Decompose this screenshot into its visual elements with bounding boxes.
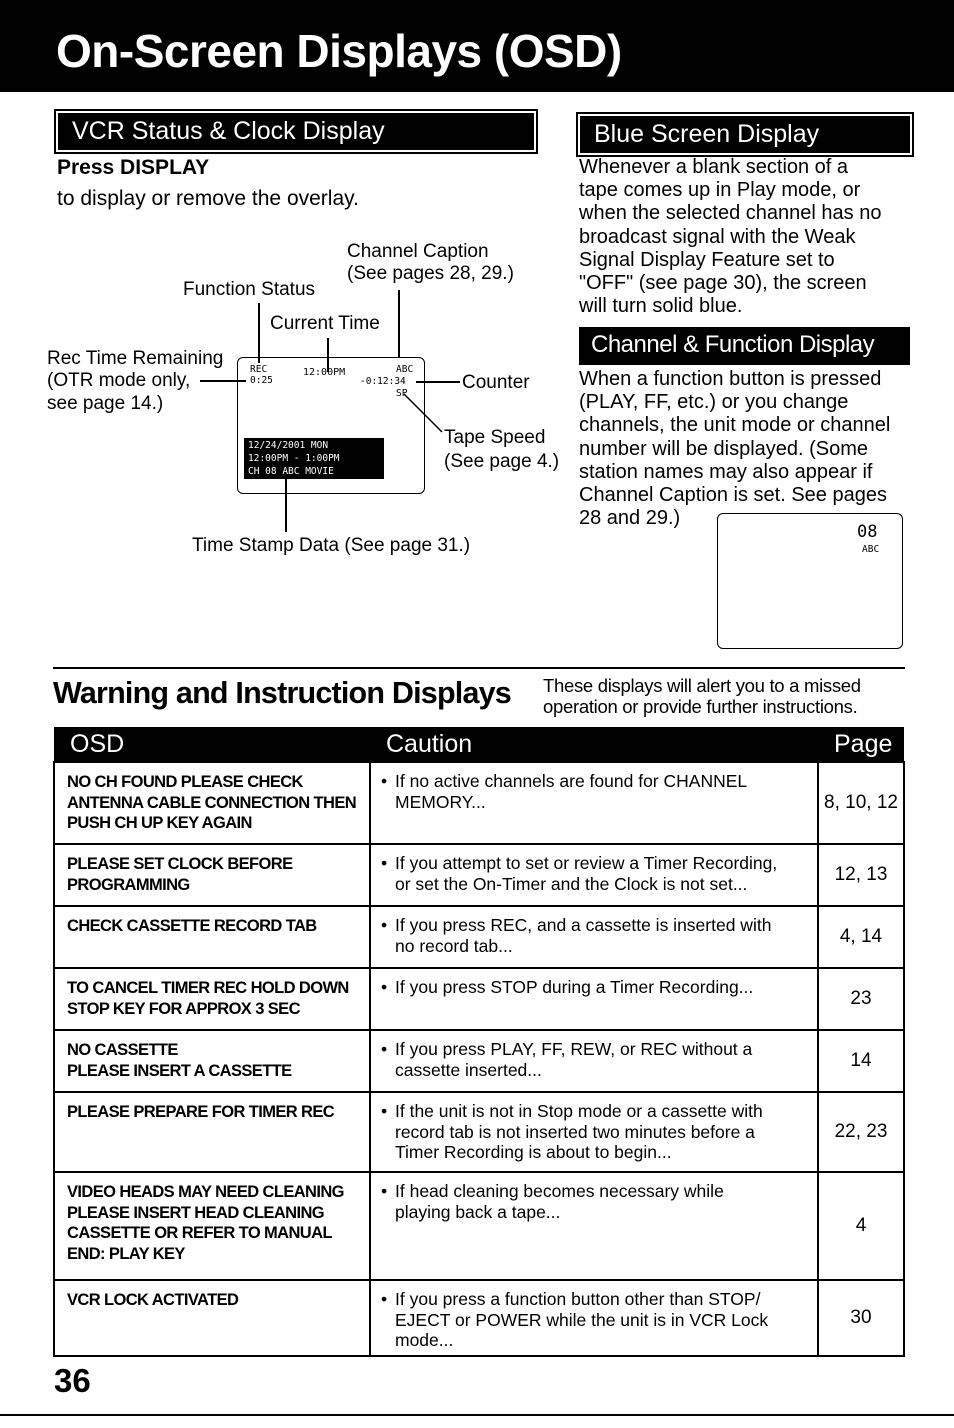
channel-function-text-line: 28 and 29.) <box>579 507 681 530</box>
channel-function-text-line: number will be displayed. (Some <box>579 437 869 460</box>
caution-text <box>370 1280 818 1356</box>
screen-rec-remaining: 0:25 <box>250 375 273 386</box>
stamp-date: 12/24/2001 MON <box>248 440 329 451</box>
channel-function-heading: Channel & Function Display <box>579 327 910 365</box>
channel-function-text-line: (PLAY, FF, etc.) or you change <box>579 391 849 414</box>
caution-line <box>381 1330 811 1351</box>
leader-channel-caption <box>398 290 400 358</box>
caution-line <box>381 1060 811 1081</box>
bullet-icon: • <box>381 1101 388 1121</box>
caution-line-text: no record tab... <box>395 935 513 956</box>
caution-line <box>381 771 811 792</box>
caution-text <box>370 762 818 844</box>
caution-line <box>381 1181 811 1202</box>
osd-message <box>54 968 370 1030</box>
label-rec-time: Rec Time Remaining <box>47 348 224 369</box>
caution-text <box>370 1030 818 1092</box>
caution-line-text: If you press REC, and a cassette is inserted with <box>395 915 772 935</box>
caution-line-text: MEMORY... <box>395 791 486 812</box>
bullet-icon: • <box>381 1039 388 1059</box>
osd-line: PLEASE SET CLOCK BEFORE <box>67 855 293 873</box>
caution-line <box>381 977 811 998</box>
warning-intro-line-2: operation or provide further instructions. <box>543 696 858 717</box>
table-row <box>54 1092 904 1172</box>
osd-line: CASSETTE OR REFER TO MANUAL <box>67 1224 332 1242</box>
warning-table-header <box>54 727 904 762</box>
bullet-icon: • <box>381 1289 388 1309</box>
caution-line-text: If the unit is not in Stop mode or a cassette with <box>395 1101 763 1121</box>
caution-line-text: If head cleaning becomes necessary while <box>395 1181 724 1201</box>
channel-screen-number: 08 <box>857 522 878 542</box>
blue-screen-text <box>579 156 919 318</box>
screen-channel: ABC <box>396 364 414 375</box>
vcr-status-heading: VCR Status & Clock Display <box>58 113 534 150</box>
caution-line <box>381 915 811 936</box>
press-display-label: Press DISPLAY <box>57 156 210 179</box>
caution-line <box>381 853 811 874</box>
label-function-status: Function Status <box>183 279 316 300</box>
caution-line <box>381 1289 811 1310</box>
caution-line <box>381 936 811 957</box>
label-rec-time-ref: see page 14.) <box>47 393 164 414</box>
blue-screen-text-line: broadcast signal with the Weak <box>579 225 856 248</box>
caution-text <box>370 1092 818 1172</box>
bullet-icon: • <box>381 771 388 791</box>
caution-line <box>381 1039 811 1060</box>
table-row <box>54 762 904 844</box>
warning-table <box>53 727 905 1357</box>
page-number: 36 <box>54 1362 91 1399</box>
caution-line-text: mode... <box>395 1330 454 1350</box>
caution-line-text: EJECT or POWER while the unit is in VCR Lock <box>395 1309 769 1330</box>
screen-rec: REC <box>250 364 268 375</box>
caution-line <box>381 1101 811 1122</box>
caution-line <box>381 1142 811 1163</box>
osd-line: CHECK CASSETTE RECORD TAB <box>67 917 317 935</box>
label-channel-caption-ref: (See pages 28, 29.) <box>347 263 514 284</box>
caution-text <box>370 844 818 906</box>
warning-heading: Warning and Instruction Displays <box>53 676 511 710</box>
caution-text <box>370 968 818 1030</box>
time-stamp-block <box>244 438 384 479</box>
osd-line: PUSH CH UP KEY AGAIN <box>67 814 252 832</box>
caution-line-text: record tab is not inserted two minutes before a <box>395 1121 755 1142</box>
blue-screen-text-line: will turn solid blue. <box>579 295 743 318</box>
caution-line-text: cassette inserted... <box>395 1059 542 1080</box>
caution-line-text: If you attempt to set or review a Timer Recording, <box>395 853 778 873</box>
blue-screen-text-line: when the selected channel has no <box>579 202 882 225</box>
caution-line-text: If you press STOP during a Timer Recording... <box>395 977 754 997</box>
caution-line <box>381 1202 811 1223</box>
osd-line: PLEASE INSERT HEAD CLEANING <box>67 1203 324 1222</box>
blue-screen-text-line: tape comes up in Play mode, or <box>579 179 861 202</box>
bullet-icon: • <box>381 915 388 935</box>
page-title: On-Screen Displays (OSD) <box>56 25 622 77</box>
osd-line: VIDEO HEADS MAY NEED CLEANING <box>67 1183 344 1201</box>
screen-counter: -0:12:34 <box>360 376 406 387</box>
leader-function-status <box>258 303 260 363</box>
table-row <box>54 968 904 1030</box>
osd-line: PROGRAMMING <box>67 875 190 894</box>
screen-speed: SP <box>396 388 408 399</box>
channel-function-text-line: When a function button is pressed <box>579 368 882 390</box>
label-counter: Counter <box>462 372 530 393</box>
bullet-icon: • <box>381 977 388 997</box>
osd-message <box>54 1092 370 1172</box>
label-tape-speed-ref: (See page 4.) <box>444 451 560 472</box>
osd-line: NO CASSETTE <box>67 1041 178 1059</box>
table-row <box>54 1172 904 1280</box>
osd-line: TO CANCEL TIMER REC HOLD DOWN <box>67 979 349 997</box>
blue-screen-text-line: "OFF" (see page 30), the screen <box>579 272 867 295</box>
press-display-sub: to display or remove the overlay. <box>57 187 359 210</box>
channel-screen-station: ABC <box>862 544 880 555</box>
page-reference: 4, 14 <box>818 906 904 968</box>
bullet-icon: • <box>381 1181 388 1201</box>
channel-function-text <box>579 368 919 530</box>
caution-line <box>381 1310 811 1331</box>
caution-line-text: If no active channels are found for CHANNEL <box>395 771 748 791</box>
table-row <box>54 1280 904 1356</box>
warning-intro-line-1: These displays will alert you to a missed <box>543 675 861 696</box>
osd-message <box>54 906 370 968</box>
label-tape-speed: Tape Speed <box>444 427 546 448</box>
bottom-rule <box>0 1414 954 1416</box>
blue-screen-text-line: Signal Display Feature set to <box>579 248 835 271</box>
caution-line-text: If you press a function button other than STOP/ <box>395 1289 761 1309</box>
osd-message <box>54 844 370 906</box>
page-reference: 8, 10, 12 <box>818 762 904 844</box>
warning-intro <box>543 675 861 717</box>
column-osd: OSD <box>54 727 370 762</box>
osd-message <box>54 1172 370 1280</box>
label-rec-time-mode: (OTR mode only, <box>47 370 191 391</box>
label-current-time: Current Time <box>270 313 380 334</box>
osd-message <box>54 1030 370 1092</box>
page-reference: 14 <box>818 1030 904 1092</box>
osd-message <box>54 1280 370 1356</box>
caution-line-text: Timer Recording is about to begin... <box>395 1142 672 1162</box>
caution-line-text: playing back a tape... <box>395 1201 561 1222</box>
page-reference: 12, 13 <box>818 844 904 906</box>
table-row <box>54 1030 904 1092</box>
screen-time: 12:00PM <box>303 367 346 378</box>
osd-line: NO CH FOUND PLEASE CHECK <box>67 773 303 791</box>
channel-function-text-line: station names may also appear if <box>579 460 873 483</box>
blue-screen-heading: Blue Screen Display <box>580 116 910 153</box>
caution-line-text: or set the On-Timer and the Clock is not set... <box>395 873 748 894</box>
caution-line-text: If you press PLAY, FF, REW, or REC without a <box>395 1039 753 1059</box>
column-caution: Caution <box>370 727 818 762</box>
page-reference: 23 <box>818 968 904 1030</box>
osd-message <box>54 762 370 844</box>
stamp-channel: CH 08 ABC MOVIE <box>248 466 334 477</box>
table-row <box>54 844 904 906</box>
caution-line <box>381 792 811 813</box>
caution-line <box>381 874 811 895</box>
osd-line: END: PLAY KEY <box>67 1244 185 1263</box>
caution-text <box>370 1172 818 1280</box>
page-reference: 4 <box>818 1172 904 1280</box>
channel-function-text-line: Channel Caption is set. See pages <box>579 484 887 507</box>
channel-function-text-line: channels, the unit mode or channel <box>579 414 891 437</box>
page-reference: 22, 23 <box>818 1092 904 1172</box>
osd-line: VCR LOCK ACTIVATED <box>67 1291 239 1309</box>
stamp-time: 12:00PM - 1:00PM <box>248 453 340 464</box>
osd-line: PLEASE PREPARE FOR TIMER REC <box>67 1103 335 1121</box>
section-divider <box>53 667 905 669</box>
label-time-stamp: Time Stamp Data (See page 31.) <box>192 535 471 556</box>
blue-screen-text-line: Whenever a blank section of a <box>579 156 849 178</box>
page-reference: 30 <box>818 1280 904 1356</box>
column-page: Page <box>818 727 904 762</box>
caution-text <box>370 906 818 968</box>
label-channel-caption: Channel Caption <box>347 241 489 262</box>
table-row <box>54 906 904 968</box>
bullet-icon: • <box>381 853 388 873</box>
osd-line: PLEASE INSERT A CASSETTE <box>67 1061 292 1080</box>
caution-line <box>381 1122 811 1143</box>
osd-line: ANTENNA CABLE CONNECTION THEN <box>67 793 357 812</box>
osd-line: STOP KEY FOR APPROX 3 SEC <box>67 999 300 1018</box>
